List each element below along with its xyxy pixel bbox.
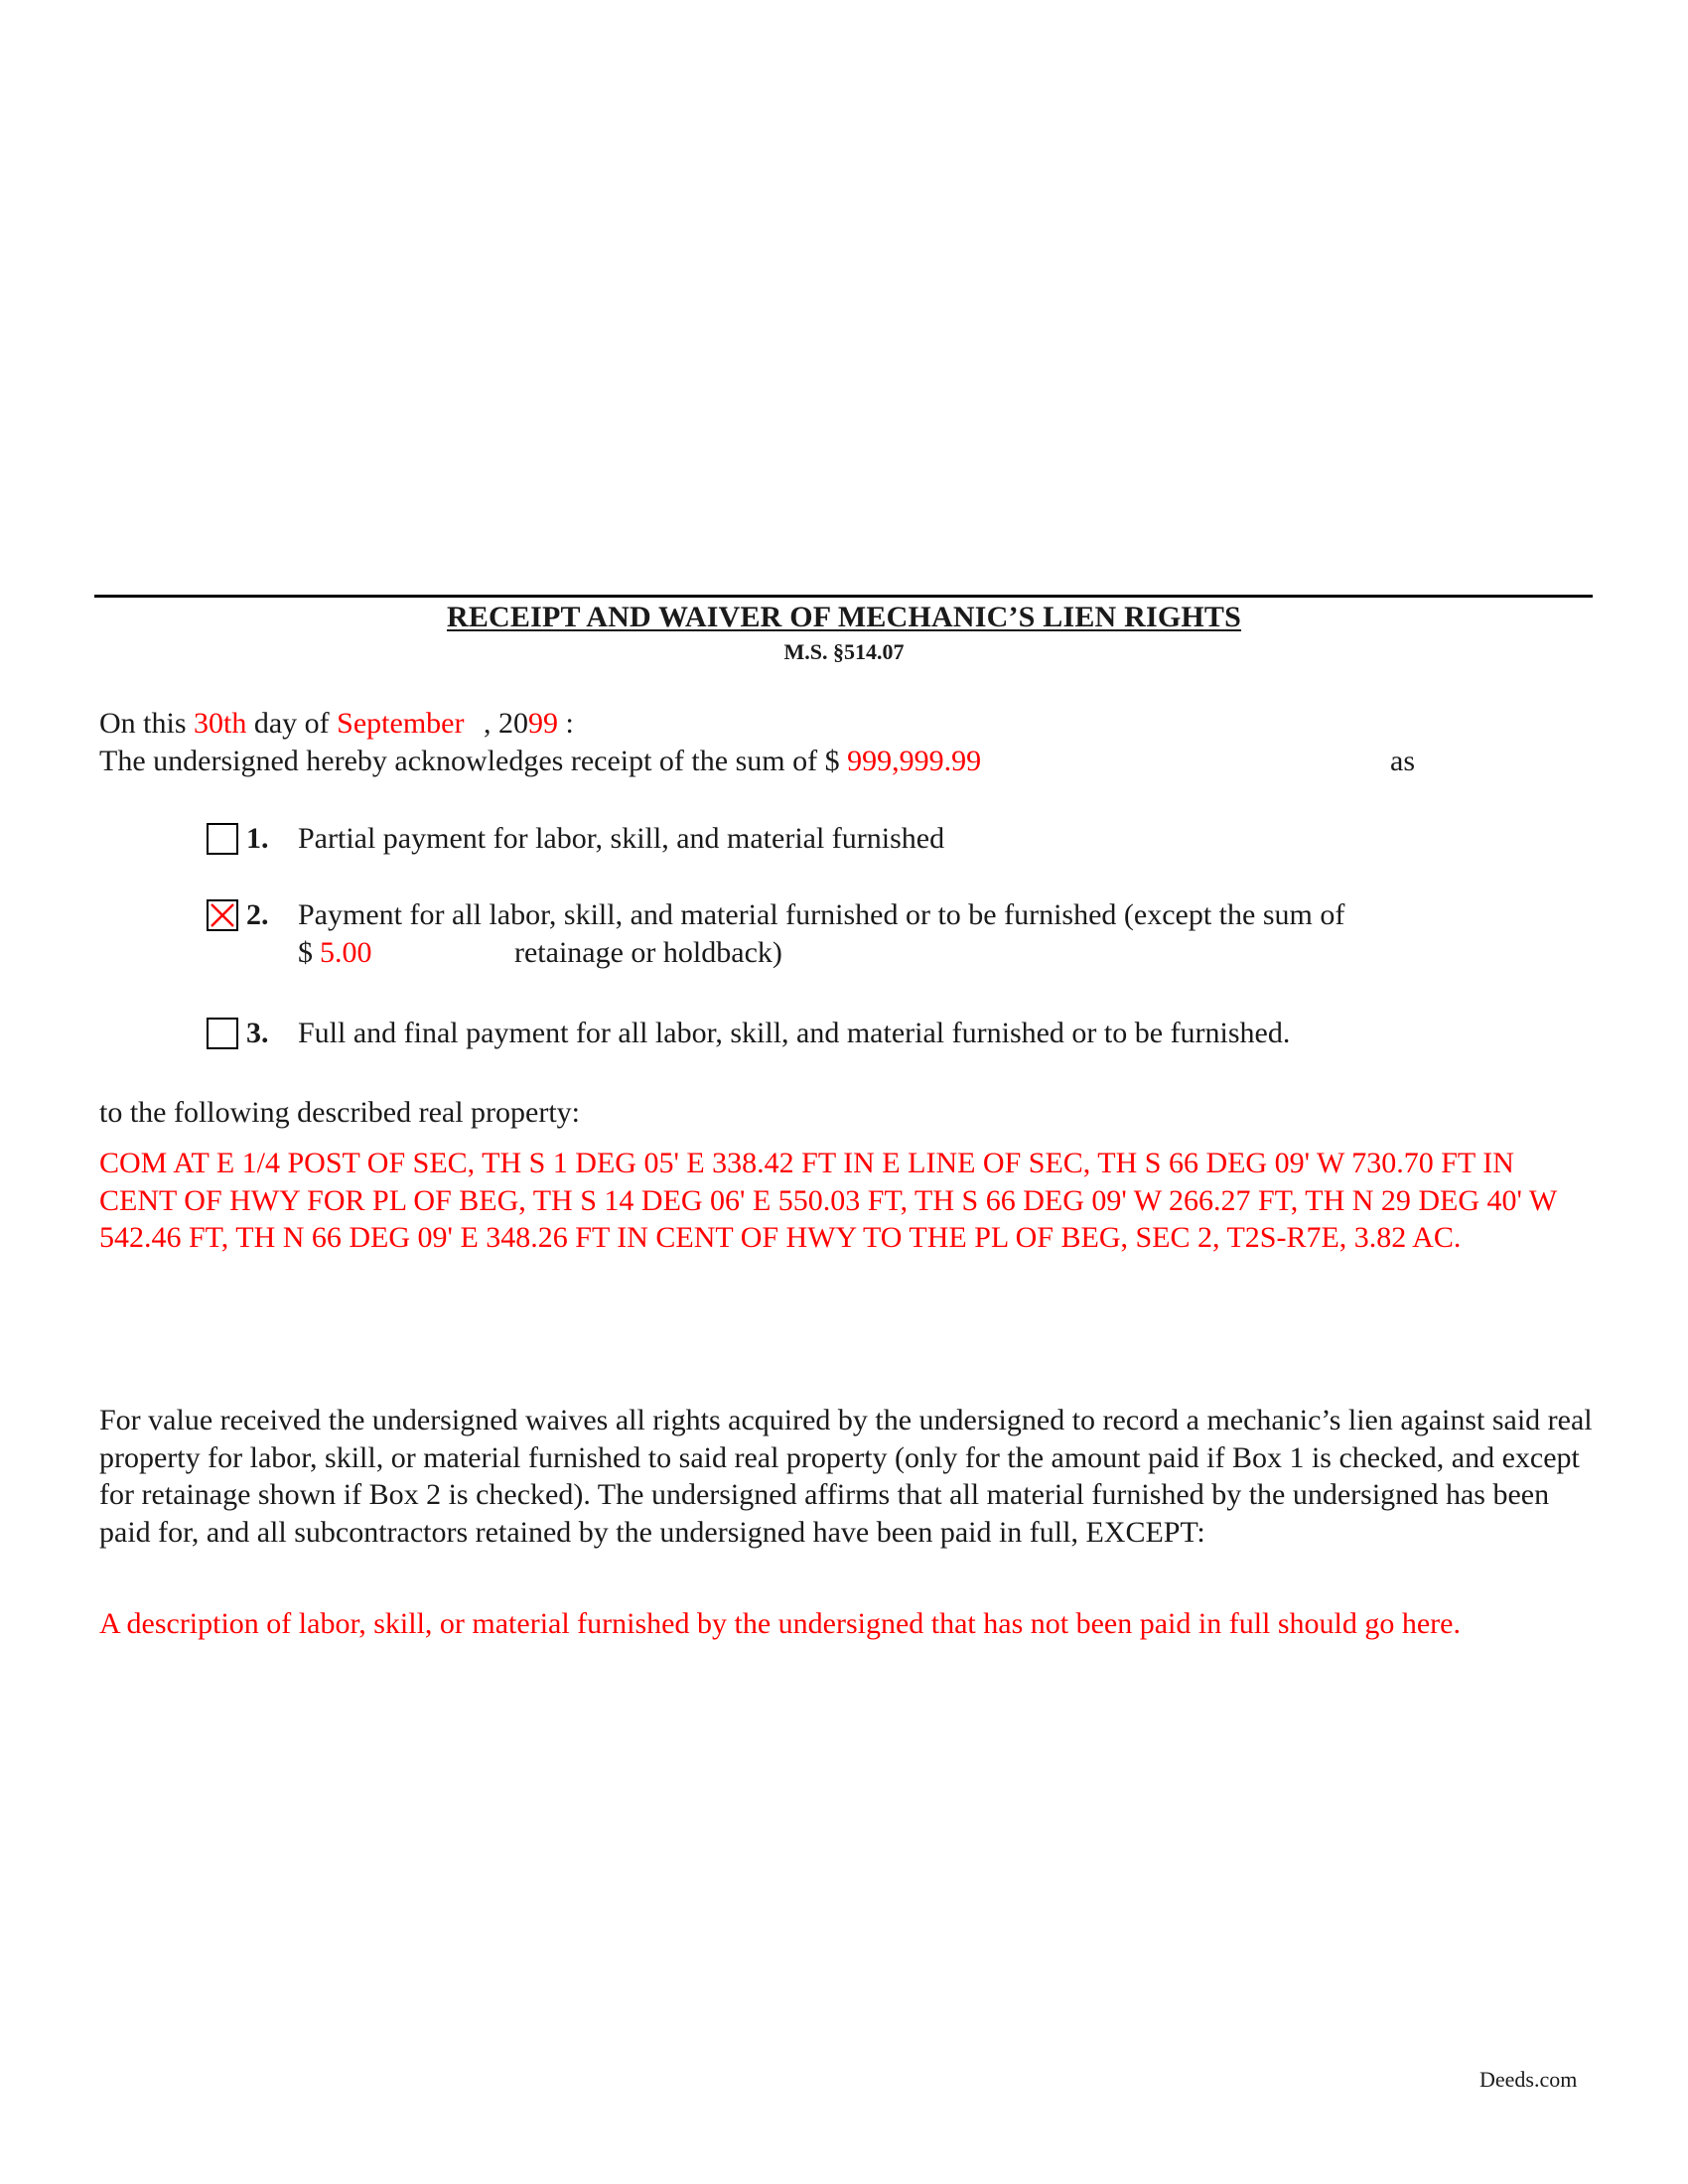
date-suffix: : <box>565 707 574 740</box>
receipt-suffix: as <box>1390 745 1415 777</box>
year-field[interactable]: 99 <box>527 707 558 740</box>
option-1-number: 1. <box>246 822 269 855</box>
option-2-text-after: retainage or holdback) <box>514 936 782 969</box>
footer-brand: Deeds.com <box>1479 2067 1578 2092</box>
property-intro: to the following described real property: <box>99 1096 581 1129</box>
statute-reference: M.S. §514.07 <box>783 639 905 664</box>
option-2-number: 2. <box>246 898 269 931</box>
waiver-paragraph: For value received the undersigned waives all rights acquired by the undersigned to record a mechanic’s lien against said real property for labor, skill, or material furnished to said real property (only for the amount paid if Box 1 is checked, and except for retainage shown if Box 2 is checked). The undersigned affirms that all material furnished by the undersigned has been paid for, and all subcontractors retained by the undersigned have been paid in full, EXCEPT: <box>99 1404 1593 1549</box>
option-1-text: Partial payment for labor, skill, and material furnished <box>298 822 945 855</box>
exception-description-field[interactable]: A description of labor, skill, or material furnished by the undersigned that has not been paid in full should go here. <box>99 1607 1461 1640</box>
option-3-number: 3. <box>246 1017 269 1049</box>
option-2-checkbox[interactable] <box>207 899 238 931</box>
date-mid: day of <box>253 707 330 740</box>
option-2-currency: $ <box>298 936 313 969</box>
month-field[interactable]: September <box>337 707 465 740</box>
top-rule <box>94 595 1593 598</box>
amount-field[interactable]: 999,999.99 <box>847 745 982 777</box>
option-3-checkbox[interactable] <box>207 1018 238 1049</box>
year-prefix: , 20 <box>483 707 528 740</box>
option-1-checkbox[interactable] <box>207 823 238 855</box>
receipt-line <box>99 743 981 780</box>
receipt-prefix: The undersigned hereby acknowledges receipt of the sum of $ <box>99 745 840 777</box>
retainage-amount-field[interactable]: 5.00 <box>320 936 372 969</box>
checkmark-x-icon <box>209 901 236 929</box>
legal-description-field[interactable]: COM AT E 1/4 POST OF SEC, TH S 1 DEG 05' E 338.42 FT IN E LINE OF SEC, TH S 66 DEG 09' W 730.70 FT IN CENT OF HWY FOR PL OF BEG, TH S 14 DEG 06' E 550.03 FT, TH S 66 DEG 09' W 266.27 FT, TH N 29 DEG 40' W 542.46 FT, TH N 66 DEG 09' E 348.26 FT IN CENT OF HWY TO THE PL OF BEG, SEC 2, T2S-R7E, 3.82 AC. <box>99 1147 1557 1254</box>
day-field[interactable]: 30th <box>194 707 247 740</box>
date-line <box>99 705 574 743</box>
date-prefix: On this <box>99 707 187 740</box>
option-3-text: Full and final payment for all labor, skill, and material furnished or to be furnished. <box>298 1017 1291 1049</box>
option-2-text: Payment for all labor, skill, and material furnished or to be furnished (except the sum of <box>298 898 1345 931</box>
document-title: RECEIPT AND WAIVER OF MECHANIC’S LIEN RIGHTS <box>446 601 1242 633</box>
